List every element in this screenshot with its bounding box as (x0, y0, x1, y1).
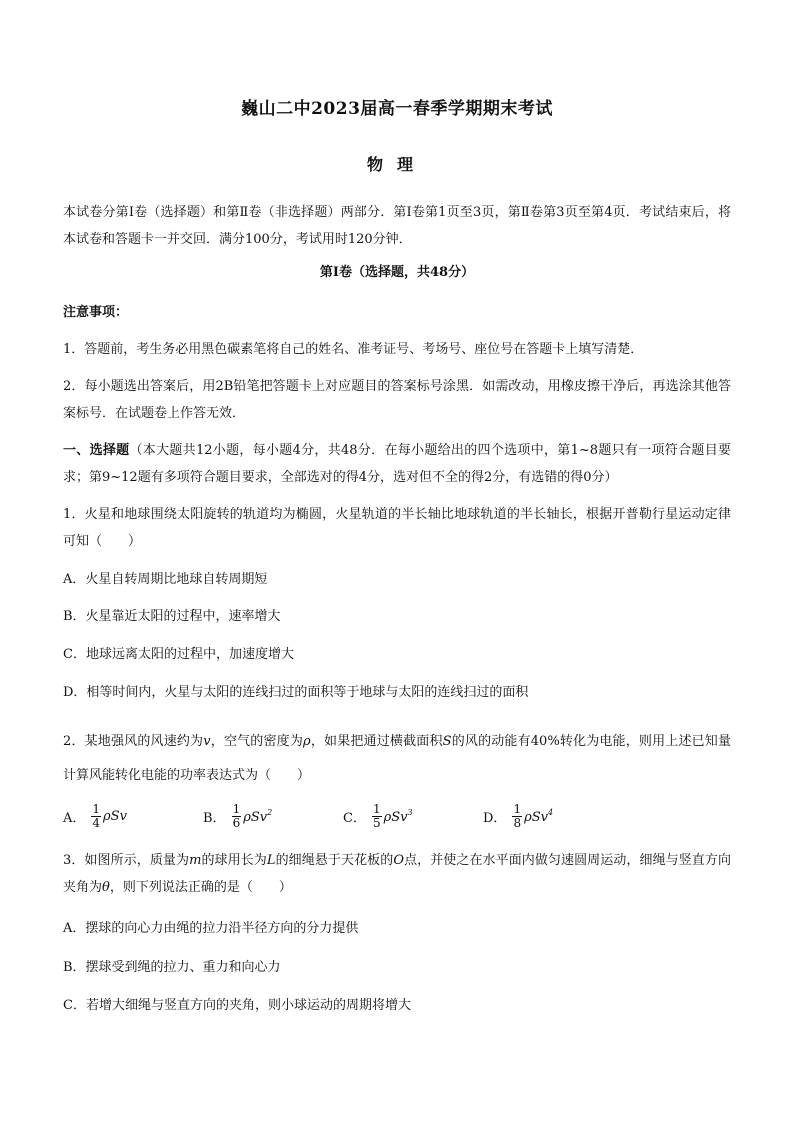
q2-option-b: B． $\frac{1}{6}$ ρSv$^2$ (203, 801, 273, 830)
exam-title: 巍山二中2023届高一春季学期期末考试 (241, 99, 553, 119)
q1-option-c: C．地球远离太阳的过程中，加速度增大 (63, 647, 294, 662)
part1-instructions (63, 437, 731, 491)
fraction: $\frac{1}{4}$ (92, 801, 101, 830)
var-m: m (189, 853, 202, 868)
q1-option-d: D．相等时间内，火星与太阳的连线扫过的面积等于地球与太阳的连线扫过的面积 (63, 685, 529, 700)
q2-option-d: D． $\frac{1}{8}$ ρSv$^4$ (483, 801, 554, 830)
note-item-1: 1．答题前，考生务必用黑色碳素笔将自己的姓名、准考证号、考场号、座位号在答题卡上填写清楚． (63, 342, 644, 357)
var-S: S (442, 734, 452, 749)
q1-option-a: A．火星自转周期比地球自转周期短 (63, 572, 268, 587)
q3-stem: 3．如图所示，质量为m的球用长为L的细绳悬于天花板的O点，并使之在水平面内做匀速圆周运动，细绳与竖直方向夹角为θ，则下列说法正确的是（ ） (63, 853, 731, 895)
fraction: $\frac{1}{6}$ (232, 801, 241, 830)
part1-description: （本大题共12小题，每小题4分，共48分．在每小题给出的四个选项中，第1~8题只有一项符合题目要求；第9~12题有多项符合题目要求，全部选对的得4分，选对但不全的得2分，有选错的得0分） (63, 443, 731, 485)
subject-title: 物理 (366, 155, 427, 174)
q2-option-a: A． $\frac{1}{4}$ ρSv (63, 801, 127, 830)
var-O: O (393, 853, 404, 868)
var-theta: θ (102, 880, 110, 895)
q3-option-b: B．摆球受到绳的拉力、重力和向心力 (63, 960, 281, 975)
fraction: $\frac{1}{5}$ (372, 801, 381, 830)
q2-option-c: C． $\frac{1}{5}$ ρSv$^3$ (343, 801, 413, 830)
intro-paragraph: 本试卷分第Ⅰ卷（选择题）和第Ⅱ卷（非选择题）两部分．第Ⅰ卷第1页至3页，第Ⅱ卷第3页至第4页．考试结束后，将本试卷和答题卡一并交回．满分100分，考试用时120分钟． (63, 205, 731, 247)
note-item-2: 2．每小题选出答案后，用2B铅笔把答题卡上对应题目的答案标号涂黑．如需改动，用橡皮擦干净后，再选涂其他答案标号．在试题卷上作答无效． (63, 379, 731, 421)
q2-stem: 2．某地强风的风速约为v，空气的密度为ρ，如果把通过横截面积S的风的动能有40%转化为电能，则用上述已知量计算风能转化电能的功率表达式为（ ） (63, 734, 731, 783)
var-L: L (266, 853, 276, 868)
q1-option-b: B．火星靠近太阳的过程中，速率增大 (63, 609, 281, 624)
q2-options (63, 796, 743, 836)
var-rho: ρ (303, 734, 311, 749)
q3-option-c: C．若增大细绳与竖直方向的夹角，则小球运动的周期将增大 (63, 998, 411, 1013)
var-v: v (203, 734, 211, 749)
q1-stem: 1．火星和地球围绕太阳旋转的轨道均为椭圆，火星轨道的半长轴比地球轨道的半长轴长，根据开普勒行星运动定律可知（ ） (63, 507, 731, 549)
notes-heading: 注意事项： (63, 305, 129, 320)
q3-option-a: A．摆球的向心力由绳的拉力沿半径方向的分力提供 (63, 921, 359, 936)
part1-label: 一、选择题 (63, 443, 130, 458)
section-title: 第Ⅰ卷（选择题，共48分） (319, 265, 475, 280)
fraction: $\frac{1}{8}$ (513, 801, 522, 830)
